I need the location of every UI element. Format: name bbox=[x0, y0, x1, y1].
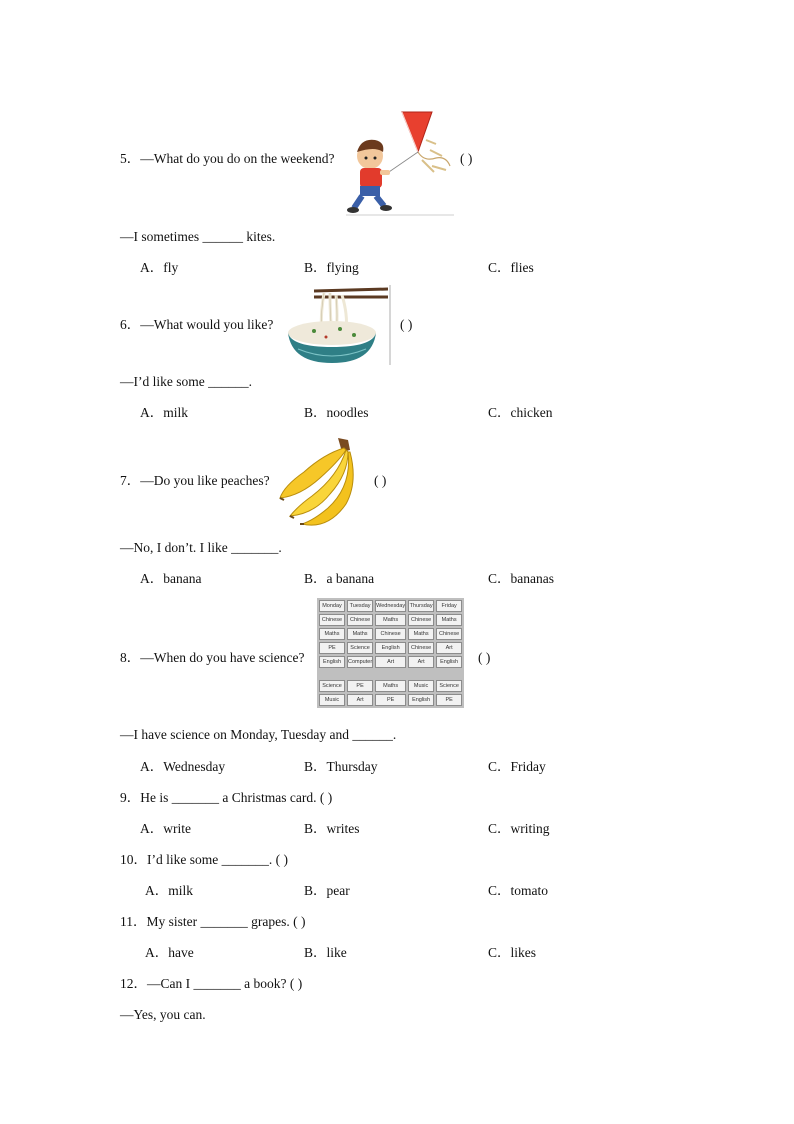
timetable bbox=[317, 598, 464, 708]
question-8-line2: —I have science on Monday, Tuesday and ______. bbox=[120, 727, 397, 742]
question-10-option-b[interactable]: B．pear bbox=[304, 883, 350, 898]
timetable-cell: Music bbox=[319, 694, 345, 706]
noodles-bowl-picture bbox=[284, 283, 394, 367]
timetable-picture bbox=[317, 598, 464, 708]
timetable-cell: Maths bbox=[347, 628, 373, 640]
timetable-cell: Music bbox=[408, 680, 434, 692]
timetable-row bbox=[319, 628, 462, 640]
timetable-cell: Science bbox=[436, 680, 462, 692]
timetable-cell: Tuesday bbox=[347, 600, 373, 612]
timetable-cell: PE bbox=[436, 694, 462, 706]
question-10-option-c[interactable]: C．tomato bbox=[488, 883, 548, 898]
question-5-answer-paren[interactable]: ( ) bbox=[460, 151, 473, 166]
timetable-cell: Maths bbox=[375, 680, 406, 692]
timetable-cell: Maths bbox=[375, 614, 406, 626]
timetable-row bbox=[319, 694, 462, 706]
timetable-row bbox=[319, 642, 462, 654]
question-6-answer-paren[interactable]: ( ) bbox=[400, 317, 413, 332]
timetable-cell: Wednesday bbox=[375, 600, 406, 612]
timetable-cell: PE bbox=[347, 680, 373, 692]
question-11-prompt: 11．My sister _______ grapes. ( ) bbox=[120, 914, 306, 929]
question-5-prompt: 5．—What do you do on the weekend? bbox=[120, 151, 335, 166]
question-10-prompt: 10．I’d like some _______. ( ) bbox=[120, 852, 288, 867]
timetable-cell: English bbox=[319, 656, 345, 668]
timetable-cell: Thursday bbox=[408, 600, 434, 612]
timetable-row bbox=[319, 656, 462, 668]
question-10-option-a[interactable]: A．milk bbox=[145, 883, 194, 898]
timetable-cell: Maths bbox=[436, 614, 462, 626]
question-7-option-a[interactable]: A．banana bbox=[140, 571, 202, 586]
question-8-option-a[interactable]: A．Wednesday bbox=[140, 759, 226, 774]
timetable-cell: Chinese bbox=[375, 628, 406, 640]
timetable-cell: Maths bbox=[408, 628, 434, 640]
timetable-cell: Science bbox=[347, 642, 373, 654]
timetable-cell: Art bbox=[408, 656, 434, 668]
timetable-cell: English bbox=[375, 642, 406, 654]
question-5-option-c[interactable]: C．flies bbox=[488, 260, 534, 275]
question-9-option-b[interactable]: B．writes bbox=[304, 821, 360, 836]
question-11-option-c[interactable]: C．likes bbox=[488, 945, 537, 960]
timetable-cell: Chinese bbox=[436, 628, 462, 640]
question-7-option-b[interactable]: B．a banana bbox=[304, 571, 375, 586]
timetable-cell: Friday bbox=[436, 600, 462, 612]
question-5-option-a[interactable]: A．fly bbox=[140, 260, 179, 275]
timetable-cell: Science bbox=[319, 680, 345, 692]
question-8-answer-paren[interactable]: ( ) bbox=[478, 650, 491, 665]
timetable-cell: Maths bbox=[319, 628, 345, 640]
timetable-cell: English bbox=[436, 656, 462, 668]
timetable-cell: Chinese bbox=[347, 614, 373, 626]
timetable-cell: Chinese bbox=[319, 614, 345, 626]
question-8-option-b[interactable]: B．Thursday bbox=[304, 759, 378, 774]
question-6-option-b[interactable]: B．noodles bbox=[304, 405, 369, 420]
timetable-cell: Art bbox=[375, 656, 406, 668]
timetable-cell: PE bbox=[375, 694, 406, 706]
question-5-option-b[interactable]: B．flying bbox=[304, 260, 359, 275]
question-7-prompt: 7．—Do you like peaches? bbox=[120, 473, 270, 488]
question-7-line2: —No, I don’t. I like _______. bbox=[120, 540, 282, 555]
question-7-option-c[interactable]: C．bananas bbox=[488, 571, 554, 586]
question-12-line2: —Yes, you can. bbox=[120, 1007, 206, 1022]
question-6-prompt: 6．—What would you like? bbox=[120, 317, 274, 332]
question-9-option-c[interactable]: C．writing bbox=[488, 821, 550, 836]
question-6-option-a[interactable]: A．milk bbox=[140, 405, 189, 420]
question-11-option-b[interactable]: B．like bbox=[304, 945, 347, 960]
question-6-option-c[interactable]: C．chicken bbox=[488, 405, 553, 420]
timetable-cell: PE bbox=[319, 642, 345, 654]
question-8-prompt: 8．—When do you have science? bbox=[120, 650, 305, 665]
question-5-line2: —I sometimes ______ kites. bbox=[120, 229, 276, 244]
timetable-cell: Chinese bbox=[408, 642, 434, 654]
timetable-cell: Chinese bbox=[408, 614, 434, 626]
question-9-prompt: 9．He is _______ a Christmas card. ( ) bbox=[120, 790, 333, 805]
timetable-break-row bbox=[319, 670, 462, 678]
timetable-cell: Art bbox=[347, 694, 373, 706]
timetable-cell: Art bbox=[436, 642, 462, 654]
timetable-row bbox=[319, 680, 462, 692]
question-9-option-a[interactable]: A．write bbox=[140, 821, 191, 836]
question-8-option-c[interactable]: C．Friday bbox=[488, 759, 546, 774]
bananas-picture bbox=[278, 434, 370, 526]
timetable-header-row bbox=[319, 600, 462, 612]
question-12-prompt: 12．—Can I _______ a book? ( ) bbox=[120, 976, 303, 991]
question-6-line2: —I’d like some ______. bbox=[120, 374, 252, 389]
timetable-cell: Computer bbox=[347, 656, 373, 668]
question-11-option-a[interactable]: A．have bbox=[145, 945, 194, 960]
timetable-cell: English bbox=[408, 694, 434, 706]
timetable-row bbox=[319, 614, 462, 626]
timetable-cell: Monday bbox=[319, 600, 345, 612]
kite-boy-picture bbox=[346, 110, 454, 218]
question-7-answer-paren[interactable]: ( ) bbox=[374, 473, 387, 488]
